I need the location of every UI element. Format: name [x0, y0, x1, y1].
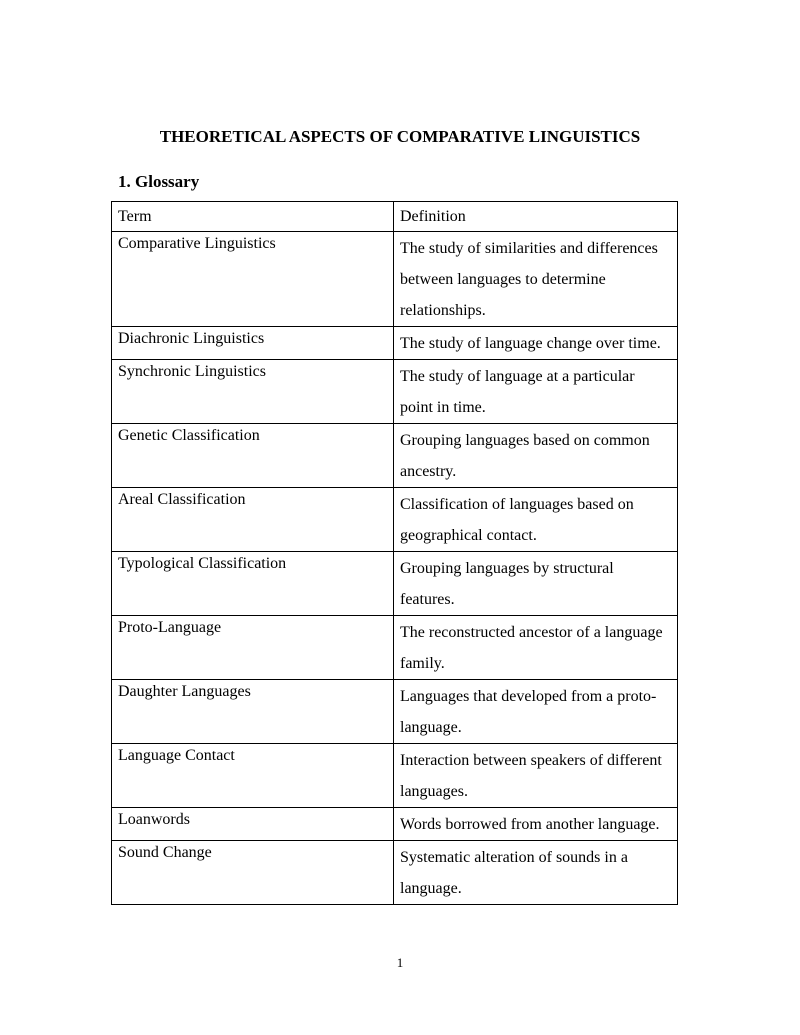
- page-title: THEORETICAL ASPECTS OF COMPARATIVE LINGUISTICS: [159, 127, 641, 146]
- definition-cell: Grouping languages by structural features.: [394, 552, 678, 616]
- term-cell: Sound Change: [112, 841, 394, 905]
- term-cell: Genetic Classification: [112, 424, 394, 488]
- table-row: [112, 841, 678, 905]
- term-cell: Typological Classification: [112, 552, 394, 616]
- definition-cell: The reconstructed ancestor of a language family.: [394, 616, 678, 680]
- term-column-header: Term: [112, 202, 394, 232]
- section-heading: 1. Glossary: [118, 172, 200, 191]
- definition-cell: The study of similarities and differences between languages to determine relationships.: [394, 232, 678, 327]
- page-number: 1: [396, 955, 404, 970]
- definition-cell: Interaction between speakers of different languages.: [394, 744, 678, 808]
- term-cell: Language Contact: [112, 744, 394, 808]
- table-row: [112, 488, 678, 552]
- glossary-table: [111, 201, 678, 905]
- table-header-row: [112, 202, 678, 232]
- term-cell: Loanwords: [112, 808, 394, 841]
- table-row: [112, 552, 678, 616]
- term-cell: Proto-Language: [112, 616, 394, 680]
- definition-cell: Grouping languages based on common ancestry.: [394, 424, 678, 488]
- term-cell: Synchronic Linguistics: [112, 360, 394, 424]
- definition-cell: The study of language at a particular point in time.: [394, 360, 678, 424]
- table-row: [112, 424, 678, 488]
- term-cell: Areal Classification: [112, 488, 394, 552]
- table-row: [112, 680, 678, 744]
- table-row: [112, 327, 678, 360]
- table-row: [112, 616, 678, 680]
- definition-cell: The study of language change over time.: [394, 327, 678, 360]
- definition-cell: Classification of languages based on geographical contact.: [394, 488, 678, 552]
- definition-cell: Languages that developed from a proto-language.: [394, 680, 678, 744]
- definition-cell: Systematic alteration of sounds in a language.: [394, 841, 678, 905]
- term-cell: Comparative Linguistics: [112, 232, 394, 327]
- table-row: [112, 744, 678, 808]
- table-row: [112, 360, 678, 424]
- table-row: [112, 232, 678, 327]
- definition-column-header: Definition: [394, 202, 678, 232]
- definition-cell: Words borrowed from another language.: [394, 808, 678, 841]
- table-row: [112, 808, 678, 841]
- term-cell: Diachronic Linguistics: [112, 327, 394, 360]
- term-cell: Daughter Languages: [112, 680, 394, 744]
